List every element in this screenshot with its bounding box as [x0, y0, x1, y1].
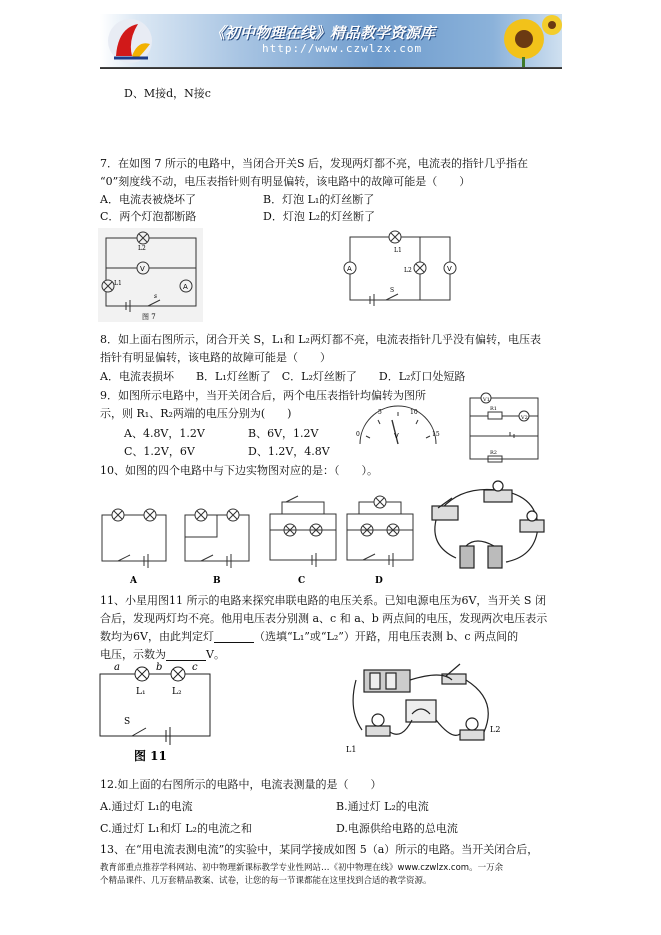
q7-option-d: D．灯泡 L₂的灯丝断了 [263, 210, 376, 223]
svg-text:s: s [154, 293, 158, 300]
svg-text:L1: L1 [346, 745, 357, 754]
svg-text:V: V [447, 265, 452, 273]
svg-text:L1: L1 [114, 280, 122, 287]
dial-label-10: 10 [410, 409, 418, 416]
sunflower-image [488, 15, 562, 67]
svg-text:R1: R1 [490, 406, 497, 412]
q9-option-b: B、6V，1.2V [248, 427, 319, 440]
q12-option-b: B.通过灯 L₂的电流 [336, 800, 429, 813]
q11-blank-lamp[interactable] [214, 632, 254, 643]
q8-stem-line1: 8．如上面右图所示，闭合开关 S，L₁和 L₂两灯都不亮，电流表指针几乎没有偏转，电压表 [100, 333, 541, 346]
site-title: 《初中物理在线》精品教学资源库 [210, 24, 436, 42]
dial-label-15: 15 [432, 431, 440, 438]
fig11-point-a: a [114, 662, 120, 673]
q9-circuit [464, 386, 544, 464]
q9-option-d: D、1.2V，4.8V [248, 445, 330, 458]
q7-stem-line2: “0”刻度线不动，电压表指针则有明显偏转，该电路中的故障可能是（ ） [100, 175, 471, 188]
q6-option-d: D、M接d，N接c [124, 87, 211, 100]
figure-7-circuit [98, 228, 203, 322]
fig11-lamp-l1: L₁ [136, 687, 146, 697]
site-url[interactable]: http://www.czwlzx.com [262, 42, 423, 55]
q11-line4-part2: V。 [206, 648, 225, 661]
svg-text:L2: L2 [490, 725, 501, 734]
q10-label-b: B [213, 576, 221, 586]
svg-text:A: A [347, 265, 352, 273]
q11-line3-part1: 数均为6V，由此判定灯 [100, 630, 214, 643]
q11-line3-part2: （选填“L₁”或“L₂”）开路，用电压表测 b、c 两点间的 [253, 630, 519, 643]
q8-stem-line2: 指针有明显偏转，该电路的故障可能是（ ） [100, 351, 331, 364]
q12-option-c: C.通过灯 L₁和灯 L₂的电流之和 [100, 822, 252, 835]
q9-stem-line2: 示，则 R₁、R₂两端的电压分别为( ) [100, 407, 292, 420]
dial-label-5: 5 [378, 409, 382, 416]
svg-text:V: V [394, 432, 399, 440]
voltmeter-dial [352, 400, 442, 450]
q7-stem-line1: 7．在如图 7 所示的电路中，当闭合开关S 后，发现两灯都不亮，电流表的指针几乎指在 [100, 157, 529, 170]
figure-11-caption: 图 11 [134, 749, 167, 763]
svg-text:S: S [390, 287, 395, 294]
q11-stem-line1: 11、小星用图11 所示的电路来探究串联电路的电压关系。已知电源电压为6V，当开关 S 闭 [100, 594, 546, 607]
fig11-point-b: b [156, 662, 163, 673]
fig11-lamp-l2: L₂ [172, 687, 182, 697]
q10-label-c: C [298, 576, 306, 586]
q12-option-a: A.通过灯 L₁的电流 [100, 800, 193, 813]
q8-circuit [340, 232, 460, 302]
site-logo [104, 16, 164, 66]
svg-text:V2: V2 [521, 415, 528, 421]
header-rule [100, 67, 562, 68]
dial-label-0: 0 [356, 431, 360, 438]
svg-text:L1: L1 [394, 247, 402, 254]
q10-circuit-d [345, 500, 417, 585]
footer-line2: 个精品课件、几万套精品教案、试卷，让您的每一节课都能在这里找到合适的教学资源。 [100, 876, 432, 886]
q9-option-c: C、1.2V，6V [124, 445, 195, 458]
q12-stem: 12.如上面的右图所示的电路中，电流表测量的是（ ） [100, 778, 382, 791]
figure-11-circuit [98, 660, 218, 770]
q7-option-a: A．电流表被烧坏了 [100, 193, 196, 206]
q11-line4-part1: 电压，示数为 [100, 648, 166, 661]
figure-7-caption: 图 7 [142, 313, 156, 321]
q13-stem-line1: 13、在“用电流表测电流”的实验中，某同学接成如图 5（a）所示的电路。当开关闭合后， [100, 843, 539, 856]
q9-option-a: A、4.8V，1.2V [124, 427, 205, 440]
q11-stem-line3 [100, 630, 518, 643]
fig11-point-c: c [192, 662, 198, 673]
svg-text:V: V [140, 265, 145, 273]
footer-line1: 教育部重点推荐学科网站、初中物理新课标教学专业性网站…《初中物理在线》www.czwlzx.com。一万余 [100, 863, 504, 873]
q10-circuit-c [268, 500, 340, 585]
svg-text:V1: V1 [483, 397, 490, 403]
svg-text:L2: L2 [404, 267, 412, 274]
q12-option-d: D.电源供给电路的总电流 [336, 822, 458, 835]
fig11-switch-s: S [124, 717, 131, 727]
q10-circuit-a [100, 505, 170, 585]
q9-stem-line1: 9．如图所示电路中，当开关闭合后，两个电压表指针均偏转为图所 [100, 389, 426, 402]
q10-label-a: A [130, 576, 137, 586]
q7-option-b: B．灯泡 L₁的灯丝断了 [263, 193, 375, 206]
q10-circuit-b [183, 505, 253, 585]
q8-options: A．电流表损坏 B．L₁灯丝断了 C．L₂灯丝断了 D．L₂灯口处短路 [100, 370, 466, 383]
q7-option-c: C．两个灯泡都断路 [100, 210, 197, 223]
svg-text:L2: L2 [138, 245, 146, 252]
q11-stem-line2: 合后，发现两灯均不亮。他用电压表分别测 a、c 和 a、b 两点间的电压，发现两次电压表示 [100, 612, 548, 625]
q12-physical-circuit [342, 660, 514, 756]
q10-stem: 10、如图的四个电路中与下边实物图对应的是：（ ）。 [100, 464, 378, 477]
q10-physical-circuit [426, 476, 546, 586]
svg-text:A: A [183, 283, 188, 291]
svg-text:R2: R2 [490, 450, 497, 456]
q10-label-d: D [375, 576, 383, 586]
